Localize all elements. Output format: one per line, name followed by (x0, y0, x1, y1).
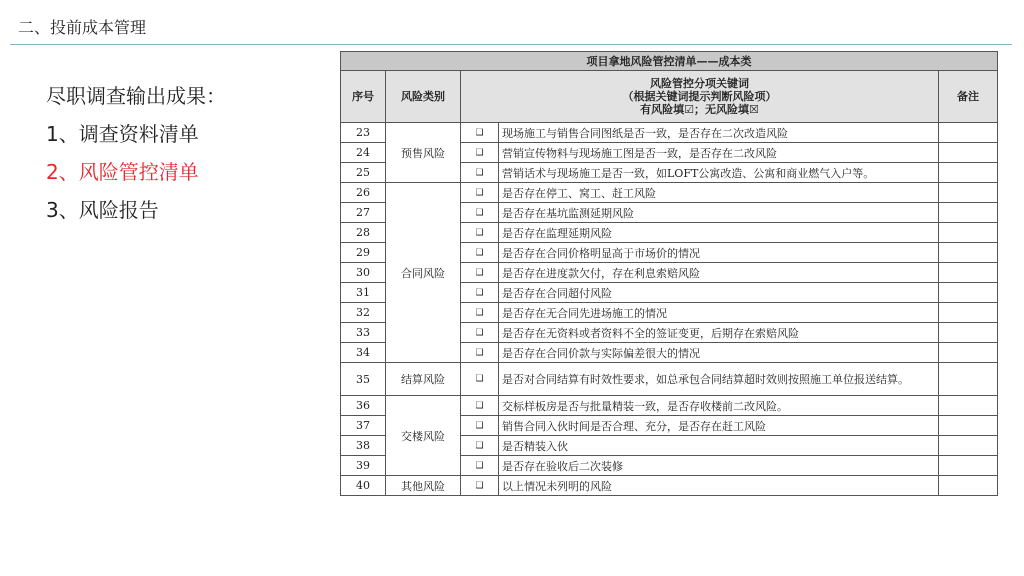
outline-list (46, 82, 226, 234)
row-number: 37 (341, 416, 386, 436)
risk-keyword: 是否对合同结算有时效性要求，如总承包合同结算超时效则按照施工单位报送结算。 (499, 363, 939, 396)
row-number: 34 (341, 343, 386, 363)
checkbox-icon[interactable]: ❑ (461, 223, 499, 243)
remark-cell[interactable] (939, 363, 998, 396)
checkbox-icon[interactable]: ❑ (461, 183, 499, 203)
table-row (341, 363, 998, 396)
row-number: 33 (341, 323, 386, 343)
remark-cell[interactable] (939, 303, 998, 323)
checkbox-icon[interactable]: ❑ (461, 416, 499, 436)
remark-cell[interactable] (939, 243, 998, 263)
remark-cell[interactable] (939, 263, 998, 283)
remark-cell[interactable] (939, 203, 998, 223)
checkbox-icon[interactable]: ❑ (461, 363, 499, 396)
category-other: 其他风险 (386, 476, 461, 496)
risk-keyword: 销售合同入伙时间是否合理、充分，是否存在赶工风险 (499, 416, 939, 436)
risk-keyword: 现场施工与销售合同图纸是否一致，是否存在二次改造风险 (499, 123, 939, 143)
remark-cell[interactable] (939, 343, 998, 363)
risk-keyword: 以上情况未列明的风险 (499, 476, 939, 496)
row-number: 23 (341, 123, 386, 143)
row-number: 30 (341, 263, 386, 283)
row-number: 39 (341, 456, 386, 476)
row-number: 28 (341, 223, 386, 243)
checkbox-icon[interactable]: ❑ (461, 396, 499, 416)
row-number: 29 (341, 243, 386, 263)
header-no: 序号 (341, 71, 386, 123)
table-title-row (341, 52, 998, 71)
row-number: 36 (341, 396, 386, 416)
remark-cell[interactable] (939, 436, 998, 456)
row-number: 40 (341, 476, 386, 496)
category-settlement: 结算风险 (386, 363, 461, 396)
row-number: 26 (341, 183, 386, 203)
risk-keyword: 是否存在合同价格明显高于市场价的情况 (499, 243, 939, 263)
checkbox-icon[interactable]: ❑ (461, 323, 499, 343)
page-title: 二、投前成本管理 (18, 18, 147, 37)
remark-cell[interactable] (939, 183, 998, 203)
outline-item-checklist: 1、调查资料清单 (46, 122, 199, 146)
header-keywords (461, 71, 939, 123)
remark-cell[interactable] (939, 163, 998, 183)
row-number: 24 (341, 143, 386, 163)
risk-keyword: 是否存在验收后二次装修 (499, 456, 939, 476)
checkbox-icon[interactable]: ❑ (461, 476, 499, 496)
remark-cell[interactable] (939, 323, 998, 343)
checkbox-icon[interactable]: ❑ (461, 456, 499, 476)
remark-cell[interactable] (939, 416, 998, 436)
table-row (341, 183, 998, 203)
row-number: 32 (341, 303, 386, 323)
row-number: 25 (341, 163, 386, 183)
row-number: 38 (341, 436, 386, 456)
header-keywords-line3: 有风险填☑；无风险填☒ (640, 103, 759, 116)
table-row (341, 396, 998, 416)
checkbox-icon[interactable]: ❑ (461, 123, 499, 143)
header-remark: 备注 (939, 71, 998, 123)
risk-keyword: 营销话术与现场施工是否一致，如LOFT公寓改造、公寓和商业燃气入户等。 (499, 163, 939, 183)
category-handover: 交楼风险 (386, 396, 461, 476)
remark-cell[interactable] (939, 283, 998, 303)
outline-item-risk-report: 3、风险报告 (46, 198, 159, 222)
checkbox-icon[interactable]: ❑ (461, 203, 499, 223)
risk-control-table (340, 51, 998, 496)
category-contract: 合同风险 (386, 183, 461, 363)
risk-keyword: 是否存在合同价款与实际偏差很大的情况 (499, 343, 939, 363)
remark-cell[interactable] (939, 143, 998, 163)
risk-keyword: 是否存在进度款欠付，存在利息索赔风险 (499, 263, 939, 283)
risk-keyword: 是否存在监理延期风险 (499, 223, 939, 243)
header-divider (10, 44, 1012, 45)
header-keywords-line2: （根据关键词提示判断风险项） (622, 90, 777, 103)
header-keywords-line1: 风险管控分项关键词 (650, 77, 749, 90)
risk-keyword: 是否存在无资料或者资料不全的签证变更，后期存在索赔风险 (499, 323, 939, 343)
row-number: 35 (341, 363, 386, 396)
checkbox-icon[interactable]: ❑ (461, 243, 499, 263)
outline-item-risk-control: 2、风险管控清单 (46, 160, 199, 184)
remark-cell[interactable] (939, 476, 998, 496)
risk-keyword: 是否存在无合同先进场施工的情况 (499, 303, 939, 323)
remark-cell[interactable] (939, 456, 998, 476)
row-number: 31 (341, 283, 386, 303)
table-header-row (341, 71, 998, 123)
row-number: 27 (341, 203, 386, 223)
risk-keyword: 是否存在基坑监测延期风险 (499, 203, 939, 223)
risk-keyword: 营销宣传物料与现场施工图是否一致，是否存在二改风险 (499, 143, 939, 163)
remark-cell[interactable] (939, 396, 998, 416)
risk-keyword: 是否精装入伙 (499, 436, 939, 456)
checkbox-icon[interactable]: ❑ (461, 263, 499, 283)
remark-cell[interactable] (939, 123, 998, 143)
checkbox-icon[interactable]: ❑ (461, 143, 499, 163)
checkbox-icon[interactable]: ❑ (461, 303, 499, 323)
remark-cell[interactable] (939, 223, 998, 243)
category-presale: 预售风险 (386, 123, 461, 183)
risk-keyword: 是否存在停工、窝工、赶工风险 (499, 183, 939, 203)
table-row (341, 476, 998, 496)
risk-keyword: 交标样板房是否与批量精装一致，是否存收楼前二改风险。 (499, 396, 939, 416)
checkbox-icon[interactable]: ❑ (461, 163, 499, 183)
risk-keyword: 是否存在合同超付风险 (499, 283, 939, 303)
table-title: 项目拿地风险管控清单——成本类 (341, 52, 998, 71)
outline-heading: 尽职调查输出成果： (46, 84, 226, 108)
checkbox-icon[interactable]: ❑ (461, 436, 499, 456)
table-row (341, 123, 998, 143)
checkbox-icon[interactable]: ❑ (461, 283, 499, 303)
header-category: 风险类别 (386, 71, 461, 123)
checkbox-icon[interactable]: ❑ (461, 343, 499, 363)
